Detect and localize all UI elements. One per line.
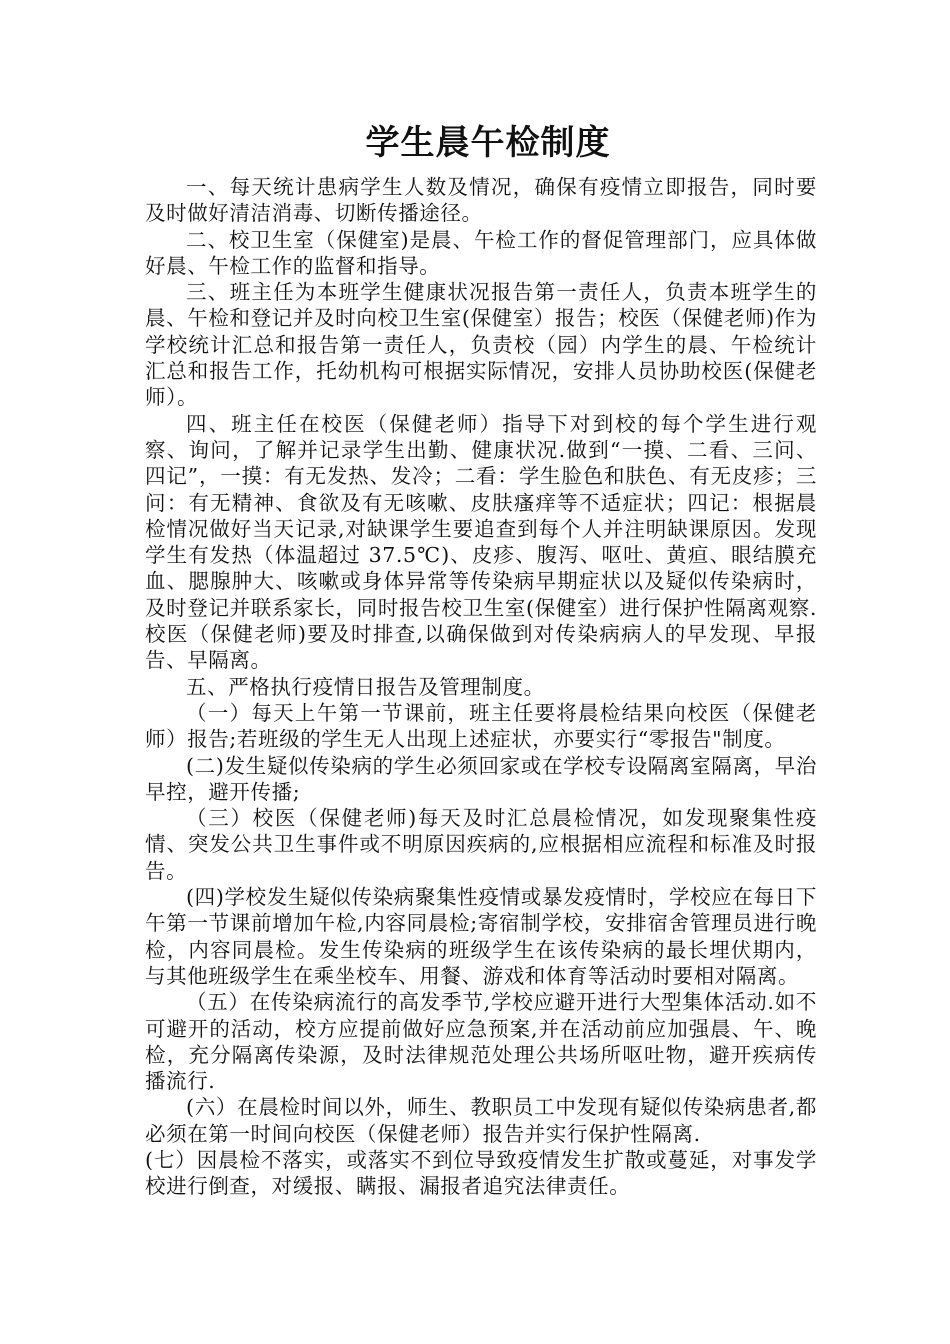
paragraph-4: 四、班主任在校医（保健老师）指导下对到校的每个学生进行观察、询问，了解并记录学生出勤、健康状况.做到“一摸、二看、三问、四记”，一摸：有无发热、发冷；二看：学生脸色和肤色、有无皮疹；三问：有无精神、食欲及有无咳嗽、皮肤瘙痒等不适症状；四记：根据晨检情况做好当天记录,对缺课学生要追查到每个人并注明缺课原因。发现学生有发热（体温超过 37.5℃)、皮疹、腹泻、呕吐、黄疸、眼结膜充血、腮腺肿大、咳嗽或身体异常等传染病早期症状以及疑似传染病时，及时登记并联系家长，同时报告校卫生室(保健室）进行保护性隔离观察.校医（保健老师)要及时排查,以确保做到对传染病病人的早发现、早报告、早隔离。 bbox=[145, 411, 817, 673]
paragraph-2: 二、校卫生室（保健室)是晨、午检工作的督促管理部门，应具体做好晨、午检工作的监督和指导。 bbox=[145, 227, 817, 278]
paragraph-6: (六）在晨检时间以外，师生、教职员工中发现有疑似传染病患者,都必须在第一时间向校医（保健老师）报告并实行保护性隔离. bbox=[145, 1095, 817, 1146]
paragraph-1: 一、每天统计患病学生人数及情况，确保有疫情立即报告，同时要及时做好清洁消毒、切断传播途径。 bbox=[145, 175, 817, 226]
paragraph-5-4: (四)学校发生疑似传染病聚集性疫情或暴发疫情时，学校应在每日下午第一节课前增加午检,内容同晨检;寄宿制学校，安排宿舍管理员进行晚检，内容同晨检。发生传染病的班级学生在该传染病的最长埋伏期内，与其他班级学生在乘坐校车、用餐、游戏和体育等活动时要相对隔离。 bbox=[145, 885, 817, 988]
document-title: 学生晨午检制度 bbox=[365, 123, 611, 163]
paragraph-5-2: (二)发生疑似传染病的学生必须回家或在学校专设隔离室隔离，早治早控，避开传播; bbox=[145, 753, 817, 804]
paragraph-3: 三、班主任为本班学生健康状况报告第一责任人，负责本班学生的晨、午检和登记并及时向校卫生室(保健室）报告；校医（保健老师)作为学校统计汇总和报告第一责任人，负责校（园）内学生的晨、午检统计汇总和报告工作，托幼机构可根据实际情况，安排人员协助校医(保健老师）。 bbox=[145, 280, 817, 410]
paragraph-5: 五、严格执行疫情日报告及管理制度。 bbox=[186, 674, 545, 699]
paragraph-5-5: （五）在传染病流行的高发季节,学校应避开进行大型集体活动.如不可避开的活动，校方应提前做好应急预案,并在活动前应加强晨、午、晚检，充分隔离传染源，及时法律规范处理公共场所呕吐物，避开疾病传播流行. bbox=[145, 990, 817, 1094]
document-page bbox=[145, 118, 817, 1200]
paragraph-7: (七）因晨检不落实，或落实不到位导致疫情发生扩散或蔓延，对事发学校进行倒查，对缓报、瞒报、漏报者追究法律责任。 bbox=[145, 1147, 817, 1199]
paragraph-5-3: （三）校医（保健老师)每天及时汇总晨检情况，如发现聚集性疫情、突发公共卫生事件或不明原因疾病的,应根据相应流程和标准及时报告。 bbox=[145, 806, 817, 883]
paragraph-5-1: （一）每天上午第一节课前，班主任要将晨检结果向校医（保健老师）报告;若班级的学生无人出现上述症状，亦要实行“零报告"制度。 bbox=[145, 700, 817, 752]
